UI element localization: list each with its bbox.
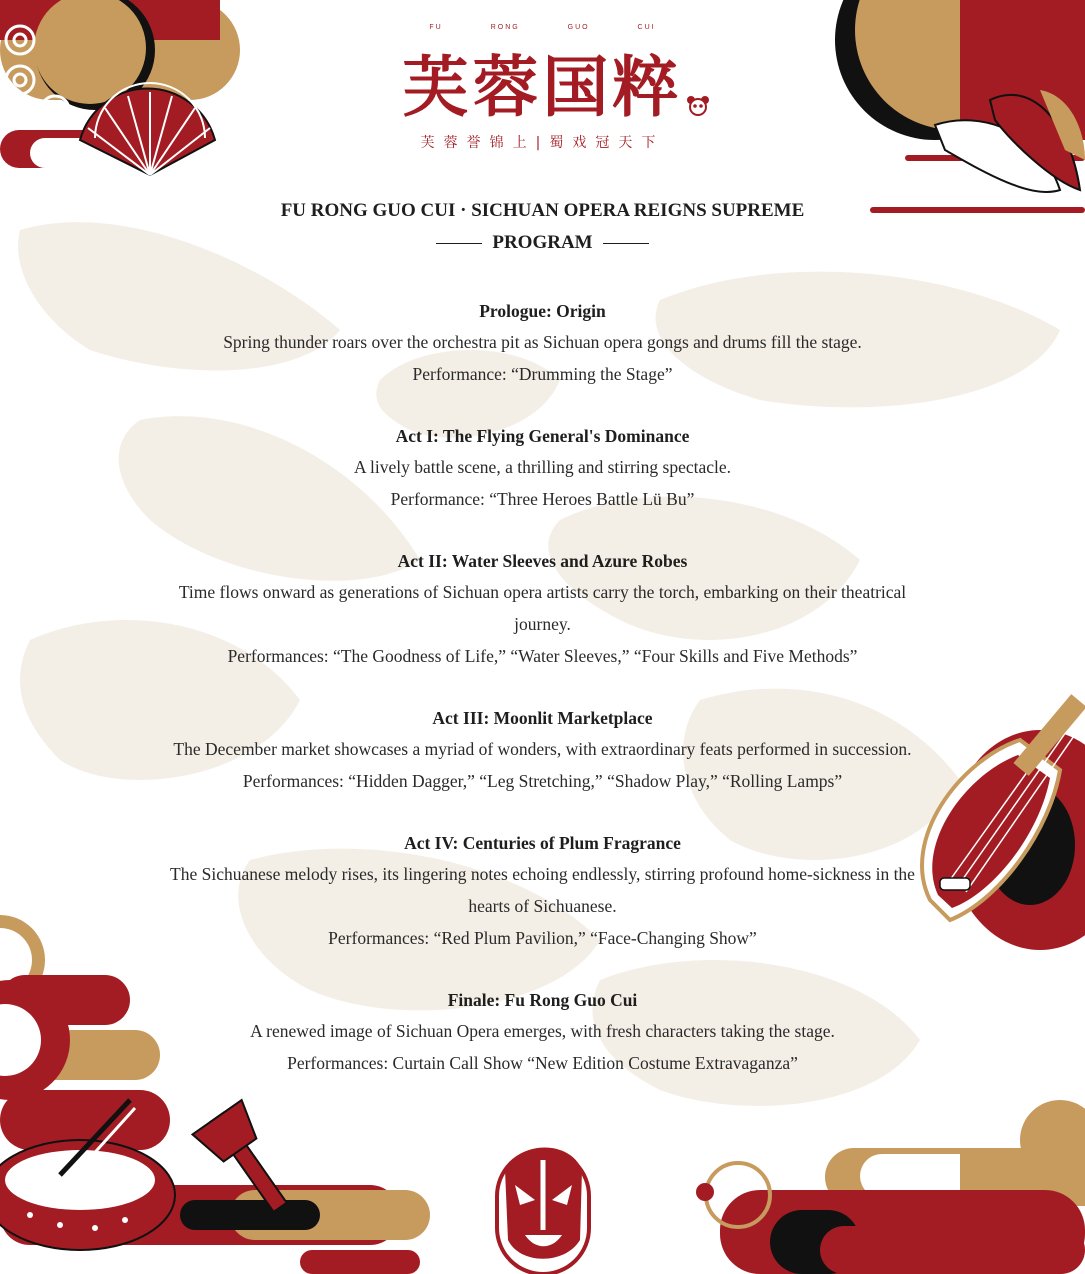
program-section	[170, 827, 915, 954]
bottom-right-ornament	[696, 1100, 1085, 1274]
section-title: Finale: Fu Rong Guo Cui	[447, 990, 638, 1011]
program-list	[170, 295, 915, 1109]
section-title: Prologue: Origin	[479, 301, 606, 321]
section-performances: Performances: “Red Plum Pavilion,” “Face-Changing Show”	[328, 927, 757, 948]
section-performances: Performance: “Drumming the Stage”	[412, 363, 673, 384]
opera-mask-illustration	[497, 1148, 589, 1274]
program-label: PROGRAM	[492, 232, 593, 253]
section-description: Spring thunder roars over the orchestra pit as Sichuan opera gongs and drums fill the stage.	[223, 332, 862, 352]
pinyin-syllable: GUO	[567, 24, 590, 31]
pinyin-syllable: CUI	[637, 24, 656, 31]
section-performances: Performances: Curtain Call Show “New Edition Costume Extravaganza”	[287, 1052, 798, 1073]
section-description: The Sichuanese melody rises, its lingering notes echoing endlessly, stirring profound home-sickness in the hearts of Sichuanese.	[170, 864, 915, 916]
divider-left	[436, 243, 482, 245]
section-title: Act IV: Centuries of Plum Fragrance	[404, 833, 681, 854]
program-section	[170, 420, 915, 515]
section-performances: Performance: “Three Heroes Battle Lü Bu”	[390, 488, 695, 509]
section-description: A renewed image of Sichuan Opera emerges, with fresh characters taking the stage.	[250, 1021, 835, 1042]
pinyin-syllable: FU	[429, 24, 443, 31]
logo-title: 芙蓉国粹	[402, 49, 683, 126]
program-section	[170, 984, 915, 1079]
section-description: A lively battle scene, a thrilling and stirring spectacle.	[353, 457, 732, 478]
page-title: FU RONG GUO CUI · SICHUAN OPERA REIGNS SUPREME	[280, 200, 805, 221]
pinyin-syllable: RONG	[490, 24, 520, 31]
divider-right	[603, 243, 649, 245]
section-title: Act III: Moonlit Marketplace	[432, 708, 653, 729]
section-description: Time flows onward as generations of Sichuan opera artists carry the torch, embarking on their theatrical journey.	[178, 582, 907, 634]
logo-subtitle: 芙蓉誉锦上|蜀戏冠天下	[420, 135, 665, 151]
program-section	[170, 545, 915, 672]
panda-icon	[686, 96, 710, 116]
logo-pinyin	[0, 24, 1085, 31]
section-performances: Performances: “Hidden Dagger,” “Leg Stretching,” “Shadow Play,” “Rolling Lamps”	[242, 770, 843, 791]
program-heading	[0, 232, 1085, 254]
section-title: Act II: Water Sleeves and Azure Robes	[397, 551, 688, 572]
program-section	[170, 702, 915, 797]
section-description: The December market showcases a myriad of wonders, with extraordinary feats performed in succession.	[173, 739, 912, 760]
program-section	[170, 295, 915, 390]
pipa-instrument-illustration	[922, 694, 1085, 950]
section-title: Act I: The Flying General's Dominance	[395, 426, 690, 447]
section-performances: Performances: “The Goodness of Life,” “Water Sleeves,” “Four Skills and Five Methods”	[227, 645, 858, 666]
